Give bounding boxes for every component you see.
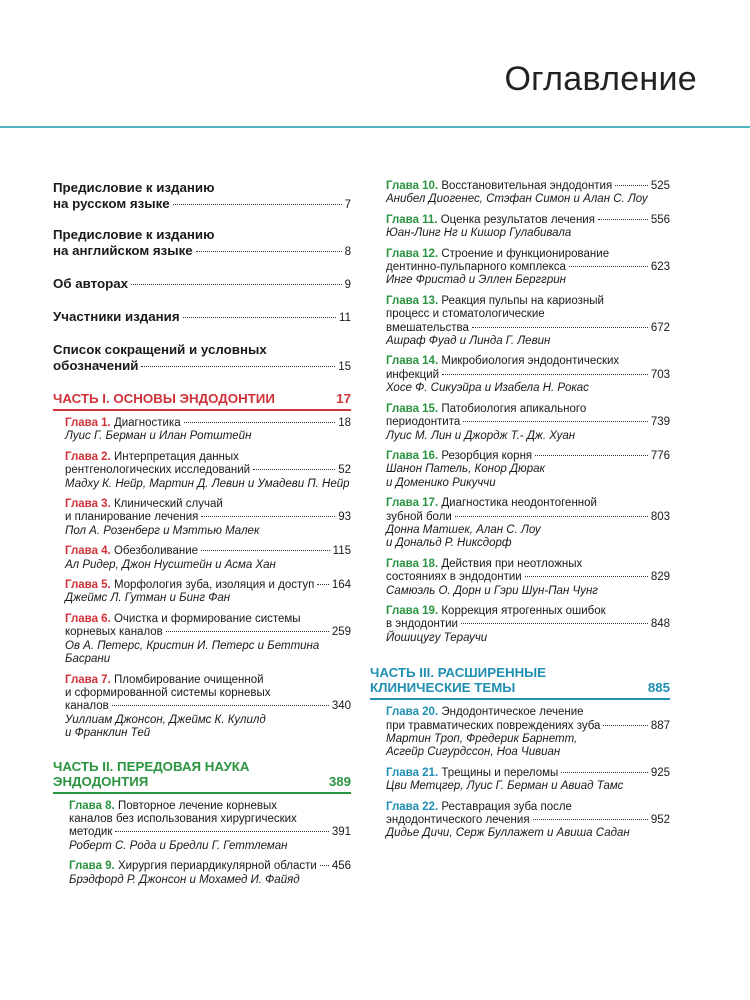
title-divider [0,126,750,128]
chapter-title: Реставрация зуба после [441,800,572,813]
chapter-title: Восстановительная эндодонтия [441,180,613,192]
page-number: 340 [331,700,351,713]
dot-leader [320,865,329,866]
chapter-label: Глава 3. [65,498,111,511]
chapter-title: Микробиология эндодонтических [441,355,620,368]
part-title: ЧАСТЬ I. ОСНОВЫ ЭНДОДОНТИИ [53,391,275,406]
part-divider [53,792,351,794]
chapter-title: Эндодонтическое лечение [441,706,584,719]
part-page-number: 885 [647,680,670,696]
page-number: 925 [650,766,670,779]
chapter-19[interactable] [370,605,670,645]
chapter-label: Глава 22. [386,800,439,813]
dot-leader [173,204,342,205]
chapter-title: в эндодонтии [386,618,458,631]
dot-leader [615,185,648,186]
page-number: 259 [331,626,351,639]
dot-leader [166,631,329,632]
page-number: 52 [338,464,351,477]
chapter-authors: Самюэль О. Дорн и Гэри Шун-Пан Чунг [386,584,598,597]
dot-leader [598,219,648,220]
chapter-title: Резорбция корня [441,449,533,462]
dot-leader [183,317,336,318]
chapter-22[interactable] [370,801,670,841]
chapter-title: каналов без использования хирургических [69,812,297,825]
part-title: ЧАСТЬ II. ПЕРЕДОВАЯ НАУКА [53,758,250,774]
part-divider [370,698,670,700]
chapter-label: Глава 21. [386,766,439,779]
front-matter-title: обозначений [53,358,139,373]
chapter-authors: Ал Ридер, Джон Нусштейн и Асма Хан [65,558,276,571]
chapter-authors: Джеймс Л. Гутман и Бинг Фан [65,592,231,605]
chapter-authors: Цви Метцгер, Луис Г. Берман и Авиад Тамс [386,780,624,793]
chapter-authors: и Доменико Рикуччи [386,476,496,489]
front-matter-title: на английском языке [53,243,193,258]
dot-leader [196,251,342,252]
page-number: 623 [650,261,670,274]
chapter-authors: Инге Фристад и Эллен Берггрин [386,274,566,287]
page-number: 391 [331,826,351,839]
page-number: 952 [650,814,670,827]
page-number: 556 [650,213,670,226]
chapter-9[interactable] [53,860,351,887]
chapter-5[interactable] [53,579,351,606]
chapter-title: Патобиология апикального [441,402,587,415]
front-matter-title: на русском языке [53,196,170,211]
chapter-authors: Шанон Патель, Конор Дюрак [386,463,545,476]
chapter-title: Клинический случай [113,498,223,511]
chapter-title: Повторное лечение корневых [117,799,278,812]
chapter-title: Диагностика [113,417,181,429]
chapter-authors: Мартин Троп, Фредерик Барнетт, [386,733,578,745]
chapter-label: Глава 6. [65,612,111,625]
page-number: 18 [338,417,351,429]
chapter-label: Глава 19. [386,604,439,617]
front-matter-title: Список сокращений и условных [53,342,267,357]
chapter-title: Очистка и формирование системы [113,612,301,625]
page-number: 776 [650,449,670,462]
page-number: 525 [650,180,670,192]
chapter-title: Трещины и переломы [441,766,559,779]
dot-leader [201,516,335,517]
chapter-authors: Брэдфорд Р. Джонсон и Мохамед И. Файяд [69,873,300,886]
front-matter-contributors[interactable] [53,309,351,326]
chapter-3[interactable] [53,498,351,538]
front-matter-preface-ru[interactable] [53,180,351,213]
page-number: 9 [344,279,351,291]
part-page-number: 17 [336,391,351,406]
chapter-4[interactable] [53,545,351,572]
toc-left-column [53,180,351,894]
chapter-13[interactable] [370,295,670,349]
part-page-number: 389 [328,773,351,789]
chapter-label: Глава 20. [386,706,439,719]
chapter-title: при травматических повреждениях зуба [386,719,601,732]
dot-leader [442,374,648,375]
front-matter-title: Предисловие к изданию [53,180,215,195]
chapter-15[interactable] [370,403,670,443]
chapter-title: дентинно-пульпарного комплекса [386,261,566,274]
front-matter-preface-en[interactable] [53,227,351,260]
dot-leader [455,516,648,517]
dot-leader [131,284,342,285]
page-number: 739 [650,416,670,429]
page-number: 164 [331,579,351,592]
part-title: ЭНДОДОНТИЯ [53,773,149,789]
page-number: 115 [332,545,351,558]
chapter-title: Диагностика неодонтогенной [441,497,597,510]
chapter-label: Глава 4. [65,545,111,558]
chapter-title: Пломбирование очищенной [113,673,264,686]
chapter-8[interactable] [53,800,351,854]
page-number: 887 [650,719,670,732]
toc-right-column [370,180,670,848]
chapter-title: Действия при неотложных [441,557,583,570]
dot-leader [461,623,648,624]
chapter-7[interactable] [53,674,351,741]
chapter-label: Глава 1. [65,417,111,429]
chapter-16[interactable] [370,450,670,490]
chapter-title: зубной боли [386,510,452,523]
chapter-12[interactable] [370,248,670,288]
part-divider [53,409,351,411]
dot-leader [463,421,648,422]
chapter-title: Интерпретация данных [113,450,239,463]
chapter-20[interactable] [370,706,670,760]
dot-leader [115,831,328,832]
front-matter-title: Об авторах [53,276,129,291]
chapter-1[interactable] [53,417,351,444]
chapter-label: Глава 9. [69,860,115,873]
dot-leader [184,422,336,423]
chapter-title: Оценка результатов лечения [440,213,595,226]
chapter-title: Хирургия периардикулярной области [117,860,317,873]
part-1-heading[interactable] [53,391,351,411]
chapter-authors: Пол А. Розенберг и Мэттью Малек [65,524,260,537]
chapter-11[interactable] [370,214,670,241]
chapter-title: состояниях в эндодонтии [386,571,522,584]
chapter-label: Глава 8. [69,799,115,812]
dot-leader [533,819,648,820]
chapter-title: процесс и стоматологические [386,308,545,321]
page-number: 456 [331,860,351,873]
chapter-title: Обезболивание [113,545,199,558]
dot-leader [112,705,329,706]
chapter-14[interactable] [370,355,670,395]
part-title: ЧАСТЬ III. РАСШИРЕННЫЕ [370,665,547,681]
chapter-authors: Уиллиам Джонсон, Джеймс К. Кулилд [65,713,266,726]
chapter-title: каналов [65,700,109,713]
chapter-authors: Донна Матшек, Алан С. Лоу [386,523,541,536]
chapter-title: и сформированной системы корневых [65,686,271,699]
dot-leader [535,455,648,456]
dot-leader [603,725,647,726]
chapter-title: вмешательства [386,321,469,334]
chapter-authors: Дидье Дичи, Серж Буллажет и Авиша Садан [386,827,630,840]
chapter-title: Строение и функционирование [441,247,610,260]
chapter-label: Глава 2. [65,450,111,463]
page-number: 11 [339,312,351,324]
chapter-label: Глава 7. [65,673,111,686]
page-number: 672 [650,321,670,334]
chapter-authors: Анибел Диогенес, Стэфан Симон и Алан С. Лоу [386,193,648,206]
chapter-label: Глава 15. [386,402,439,415]
part-title: КЛИНИЧЕСКИЕ ТЕМЫ [370,680,516,696]
chapter-title: периодонтита [386,416,461,429]
chapter-2[interactable] [53,451,351,491]
dot-leader [317,584,328,585]
dot-leader [201,550,330,551]
dot-leader [525,576,648,577]
chapter-label: Глава 16. [386,449,439,462]
front-matter-abbreviations[interactable] [53,342,351,375]
part-3-heading[interactable] [370,665,670,700]
chapter-authors: Хосе Ф. Сикуэйра и Изабела Н. Рокас [386,382,589,395]
page-number: 703 [650,368,670,381]
chapter-authors: и Франклин Тей [65,727,151,740]
dot-leader [253,469,335,470]
chapter-21[interactable] [370,767,670,794]
chapter-authors: Ашраф Фуад и Линда Г. Левин [386,335,551,348]
chapter-label: Глава 5. [65,579,111,592]
chapter-authors: и Дональд Р. Никсдорф [386,537,512,550]
dot-leader [561,772,648,773]
part-2-heading[interactable] [53,759,351,794]
dot-leader [141,366,335,367]
chapter-authors: Юан-Линг Нг и Кишор Гулабивала [386,227,572,240]
chapter-authors: Мадху К. Нейр, Мартин Д. Левин и Умадеви П. Нейр [65,477,350,490]
chapter-title: Морфология зуба, изоляция и доступ [113,579,315,592]
chapter-label: Глава 17. [386,497,439,510]
page-number: 8 [344,246,351,258]
chapter-label: Глава 11. [386,213,438,226]
page-number: 15 [338,361,351,373]
dot-leader [569,266,648,267]
chapter-title: рентгенологических исследований [65,464,251,477]
chapter-label: Глава 18. [386,557,439,570]
chapter-authors: Луис М. Лин и Джордж Т.- Дж. Хуан [386,429,576,442]
front-matter-authors[interactable] [53,276,351,293]
page-number: 7 [344,199,351,211]
dot-leader [472,327,648,328]
chapter-label: Глава 13. [386,294,439,307]
chapter-title: Реакция пульпы на кариозный [441,294,604,307]
chapter-title: эндодонтического лечения [386,814,530,827]
chapter-6[interactable] [53,613,351,667]
chapter-authors: Йошицугу Тераучи [386,631,488,644]
chapter-title: Коррекция ятрогенных ошибок [441,604,606,617]
chapter-17[interactable] [370,497,670,551]
chapter-authors: Асгейр Сигурдссон, Ноа Чивиан [386,746,561,759]
page-number: 93 [338,511,351,524]
front-matter-title: Предисловие к изданию [53,227,215,242]
page-title: Оглавление [504,60,697,98]
chapter-label: Глава 14. [386,355,439,368]
chapter-title: корневых каналов [65,626,163,639]
front-matter-title: Участники издания [53,309,180,324]
page-number: 829 [650,571,670,584]
chapter-label: Глава 12. [386,247,439,260]
chapter-10[interactable] [370,180,670,207]
chapter-authors: Роберт С. Рода и Бредли Г. Геттлеман [69,839,288,852]
page-number: 848 [650,618,670,631]
chapter-authors: Луис Г. Берман и Илан Ротштейн [65,430,252,443]
page-number: 803 [650,510,670,523]
chapter-title: инфекций [386,368,440,381]
chapter-18[interactable] [370,558,670,598]
chapter-title: и планирование лечения [65,511,199,524]
chapter-title: методик [69,826,113,839]
chapter-authors: Ов А. Петерс, Кристин И. Петерс и Беттина Басрани [65,639,320,666]
chapter-label: Глава 10. [386,180,439,192]
